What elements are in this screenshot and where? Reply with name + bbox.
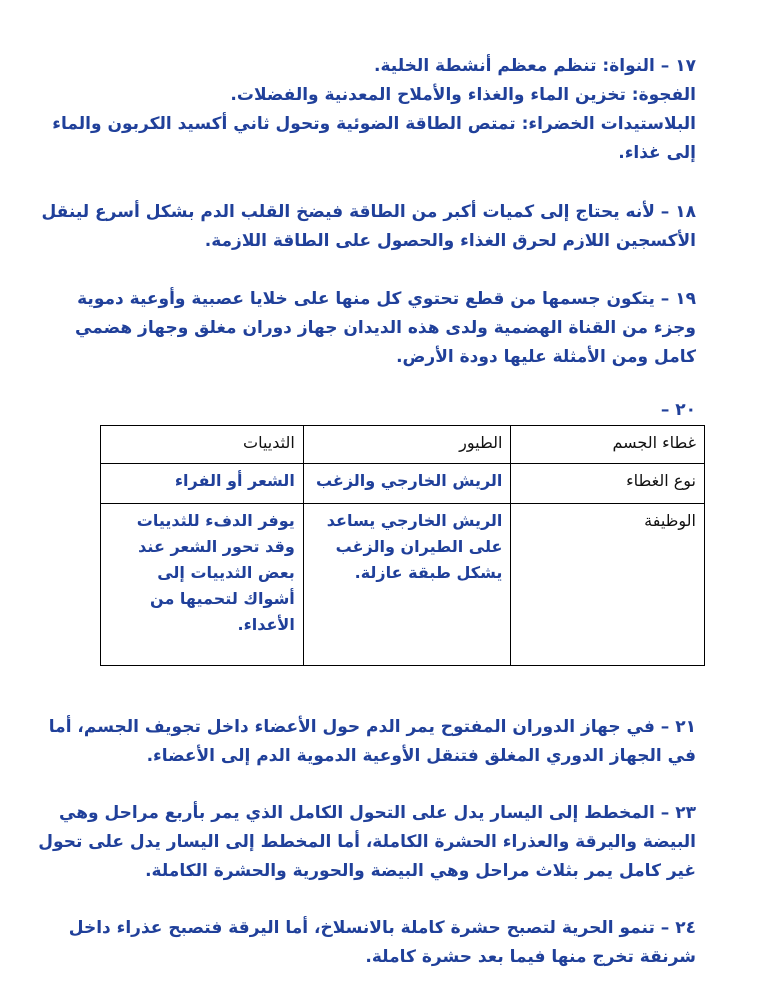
answer-17-line-3: البلاستيدات الخضراء: تمتص الطاقة الضوئية وتحول ثاني أكسيد الكربون والماء (52, 114, 696, 134)
answer-19-line-1: ١٩ – يتكون جسمها من قطع تحتوي كل منها على خلايا عصبية وأوعية دموية (77, 289, 696, 309)
table-cell: الريش الخارجي والزغب (303, 464, 511, 504)
answer-18 (41, 198, 696, 256)
table-row (101, 426, 705, 464)
table-cell: غطاء الجسم (511, 426, 705, 464)
answer-21 (48, 713, 696, 771)
answer-17 (52, 52, 696, 168)
answer-18-line-2: الأكسجين اللازم لحرق الغذاء والحصول على الطاقة اللازمة. (204, 231, 696, 251)
answer-19 (56, 285, 696, 372)
answer-18-line-1: ١٨ – لأنه يحتاج إلى كميات أكبر من الطاقة فيضخ القلب الدم بشكل أسرع لينقل (41, 202, 696, 222)
cell-line: يشكل طبقة عازلة. (354, 563, 503, 582)
answer-23 (38, 799, 696, 886)
answer-17-line-2: الفجوة: تخزين الماء والغذاء والأملاح المعدنية والفضلات. (230, 85, 696, 105)
answer-23-line-2: البيضة واليرقة والعذراء الحشرة الكاملة، أما المخطط إلى اليسار يدل على تحول (38, 832, 696, 852)
table-row (101, 464, 705, 504)
answer-19-line-3: كامل ومن الأمثلة عليها دودة الأرض. (396, 347, 696, 367)
cell-line: يوفر الدفء للثدييات (136, 511, 295, 530)
table-cell: الطيور (303, 426, 511, 464)
answer-17-line-4: إلى غذاء. (618, 143, 696, 163)
cell-line: وقد تحور الشعر عند (138, 537, 295, 556)
answer-24 (56, 914, 696, 972)
answer-17-line-1: ١٧ – النواة: تنظم معظم أنشطة الخلية. (374, 56, 696, 76)
cell-line: أشواك لتحميها من (150, 589, 295, 608)
answer-20-number: ٢٠ – (660, 400, 696, 420)
cell-line: الأعداء. (237, 615, 295, 634)
table-cell (303, 504, 511, 666)
cell-line: بعض الثدييات إلى (157, 563, 295, 582)
table-cell: الشعر أو الفراء (101, 464, 304, 504)
table-cell: الوظيفة (511, 504, 705, 666)
answer-23-line-3: غير كامل يمر بثلاث مراحل وهي البيضة والحورية والحشرة الكاملة. (145, 861, 696, 881)
answer-23-line-1: ٢٣ – المخطط إلى اليسار يدل على التحول الكامل الذي يمر بأربع مراحل وهي (59, 803, 696, 823)
table-cell: الثدييات (101, 426, 304, 464)
answer-21-line-1: ٢١ – في جهاز الدوران المفتوح يمر الدم حول الأعضاء داخل تجويف الجسم، أما (48, 717, 696, 737)
table-cell: نوع الغطاء (511, 464, 705, 504)
table-cell (101, 504, 304, 666)
answer-20-label (56, 396, 696, 425)
answer-21-line-2: في الجهاز الدوري المغلق فتنقل الأوعية الدموية الدم إلى الأعضاء. (146, 746, 696, 766)
cell-line: على الطيران والزغب (335, 537, 503, 556)
table-row (101, 504, 705, 666)
comparison-table (100, 425, 705, 666)
answer-24-line-2: شرنقة تخرج منها فيما بعد حشرة كاملة. (365, 947, 696, 967)
answer-19-line-2: وجزء من القناة الهضمية ولدى هذه الديدان جهاز دوران مغلق وجهاز هضمي (75, 318, 696, 338)
cell-line: الريش الخارجي يساعد (326, 511, 503, 530)
answer-24-line-1: ٢٤ – تنمو الحرية لتصبح حشرة كاملة بالانسلاخ، أما اليرقة فتصبح عذراء داخل (68, 918, 696, 938)
